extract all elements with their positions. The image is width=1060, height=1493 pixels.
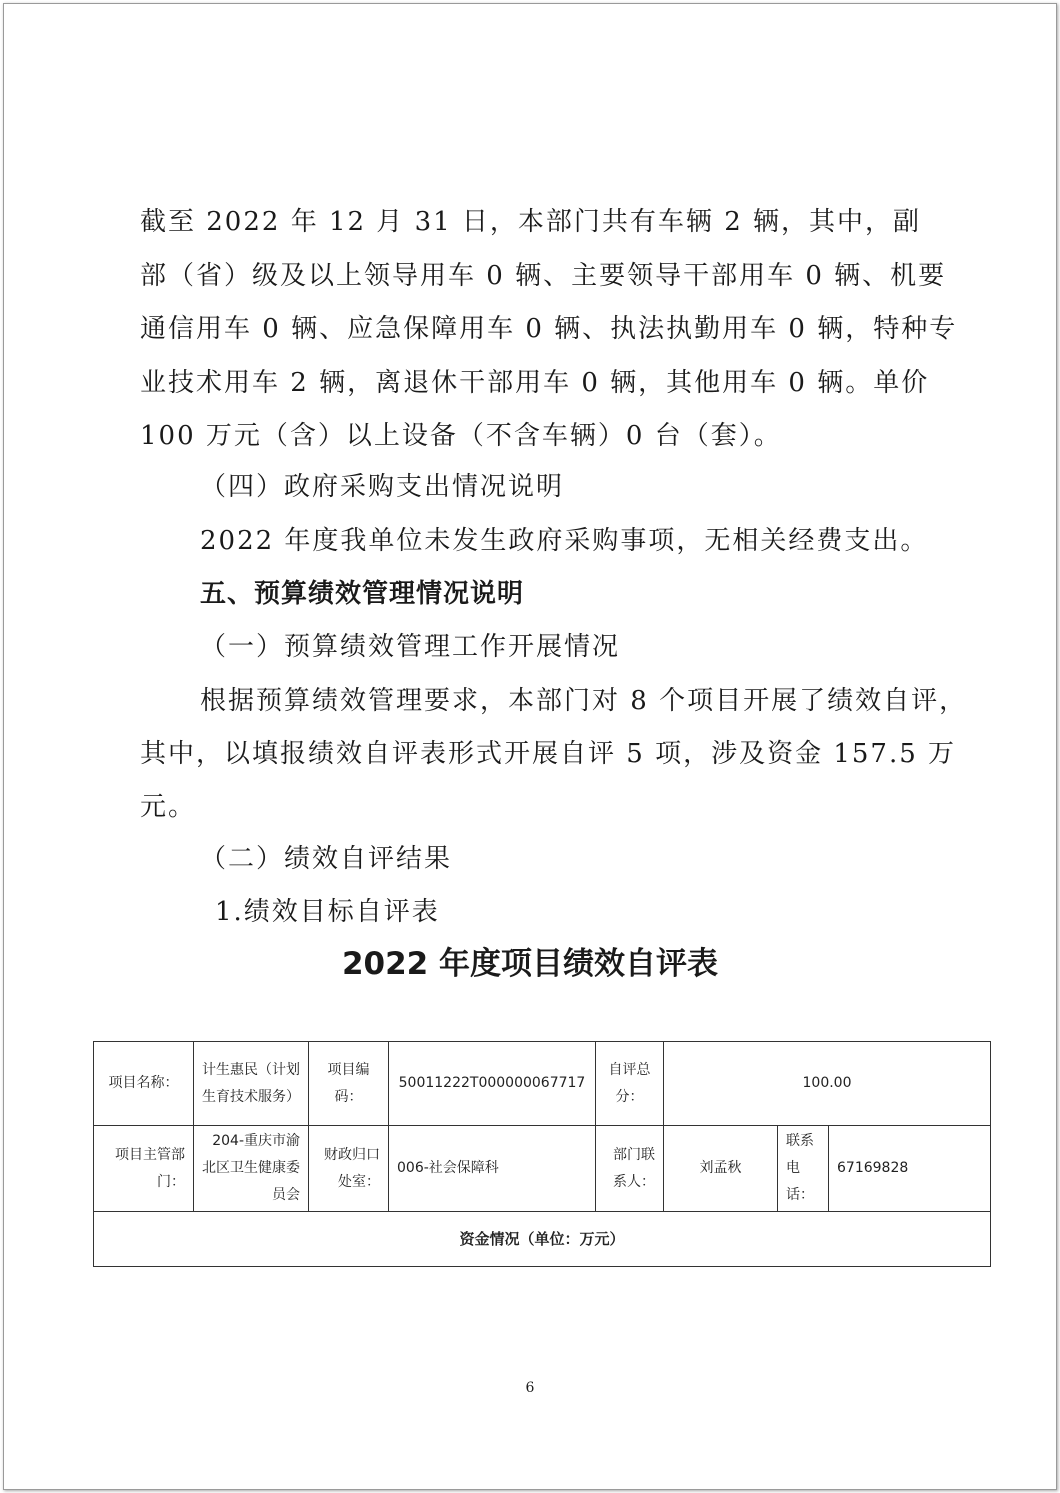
phone-value: 67169828 (829, 1126, 991, 1212)
contact-label: 部门联系人： (596, 1126, 664, 1212)
project-code-value: 50011222T000000067717 (389, 1042, 596, 1126)
table-row (94, 1212, 991, 1267)
finance-value: 006-社会保障科 (389, 1126, 596, 1212)
table-title: 2022 年度项目绩效自评表 (341, 946, 719, 982)
paragraph-vehicles-line-4: 业技术用车 2 辆，离退休干部用车 0 辆，其他用车 0 辆。单价 (140, 368, 930, 398)
paragraph-vehicles-line-2: 部（省）级及以上领导用车 0 辆、主要领导干部用车 0 辆、机要 (140, 261, 947, 291)
project-name-label: 项目名称： (94, 1042, 194, 1126)
project-name-value: 计生惠民（计划生育技术服务） (194, 1042, 309, 1126)
paragraph-performance-line-2: 其中，以填报绩效自评表形式开展自评 5 项，涉及资金 157.5 万 (140, 739, 957, 769)
finance-label: 财政归口处室： (309, 1126, 389, 1212)
table-row (94, 1042, 991, 1126)
score-value: 100.00 (664, 1042, 991, 1126)
contact-value: 刘孟秋 (664, 1126, 778, 1212)
self-evaluation-table (93, 1041, 991, 1267)
heading-sub-2: （二）绩效自评结果 (200, 844, 453, 874)
paragraph-performance-line-3: 元。 (140, 792, 197, 822)
paragraph-vehicles-line-3: 通信用车 0 辆、应急保障用车 0 辆、执法执勤用车 0 辆，特种专 (140, 314, 958, 344)
paragraph-performance-line-1: 根据预算绩效管理要求，本部门对 8 个项目开展了绩效自评， (200, 686, 968, 716)
heading-item-1: 1.绩效目标自评表 (215, 897, 440, 927)
table-row (94, 1126, 991, 1212)
project-code-label: 项目编码： (309, 1042, 389, 1126)
funds-header: 资金情况（单位：万元） (94, 1212, 991, 1267)
paragraph-vehicles-line-1: 截至 2022 年 12 月 31 日，本部门共有车辆 2 辆，其中，副 (140, 207, 921, 237)
dept-label: 项目主管部门： (94, 1126, 194, 1212)
heading-procurement: （四）政府采购支出情况说明 (200, 472, 565, 502)
heading-sub-1: （一）预算绩效管理工作开展情况 (200, 632, 621, 662)
phone-label: 联系电话： (778, 1126, 829, 1212)
dept-value: 204-重庆市渝北区卫生健康委员会 (194, 1126, 309, 1212)
heading-section-5: 五、预算绩效管理情况说明 (200, 579, 525, 609)
score-label: 自评总分： (596, 1042, 664, 1126)
page-number: 6 (525, 1380, 535, 1396)
paragraph-procurement: 2022 年度我单位未发生政府采购事项，无相关经费支出。 (200, 526, 929, 556)
paragraph-vehicles-line-5: 100 万元（含）以上设备（不含车辆）0 台（套）。 (140, 421, 782, 451)
